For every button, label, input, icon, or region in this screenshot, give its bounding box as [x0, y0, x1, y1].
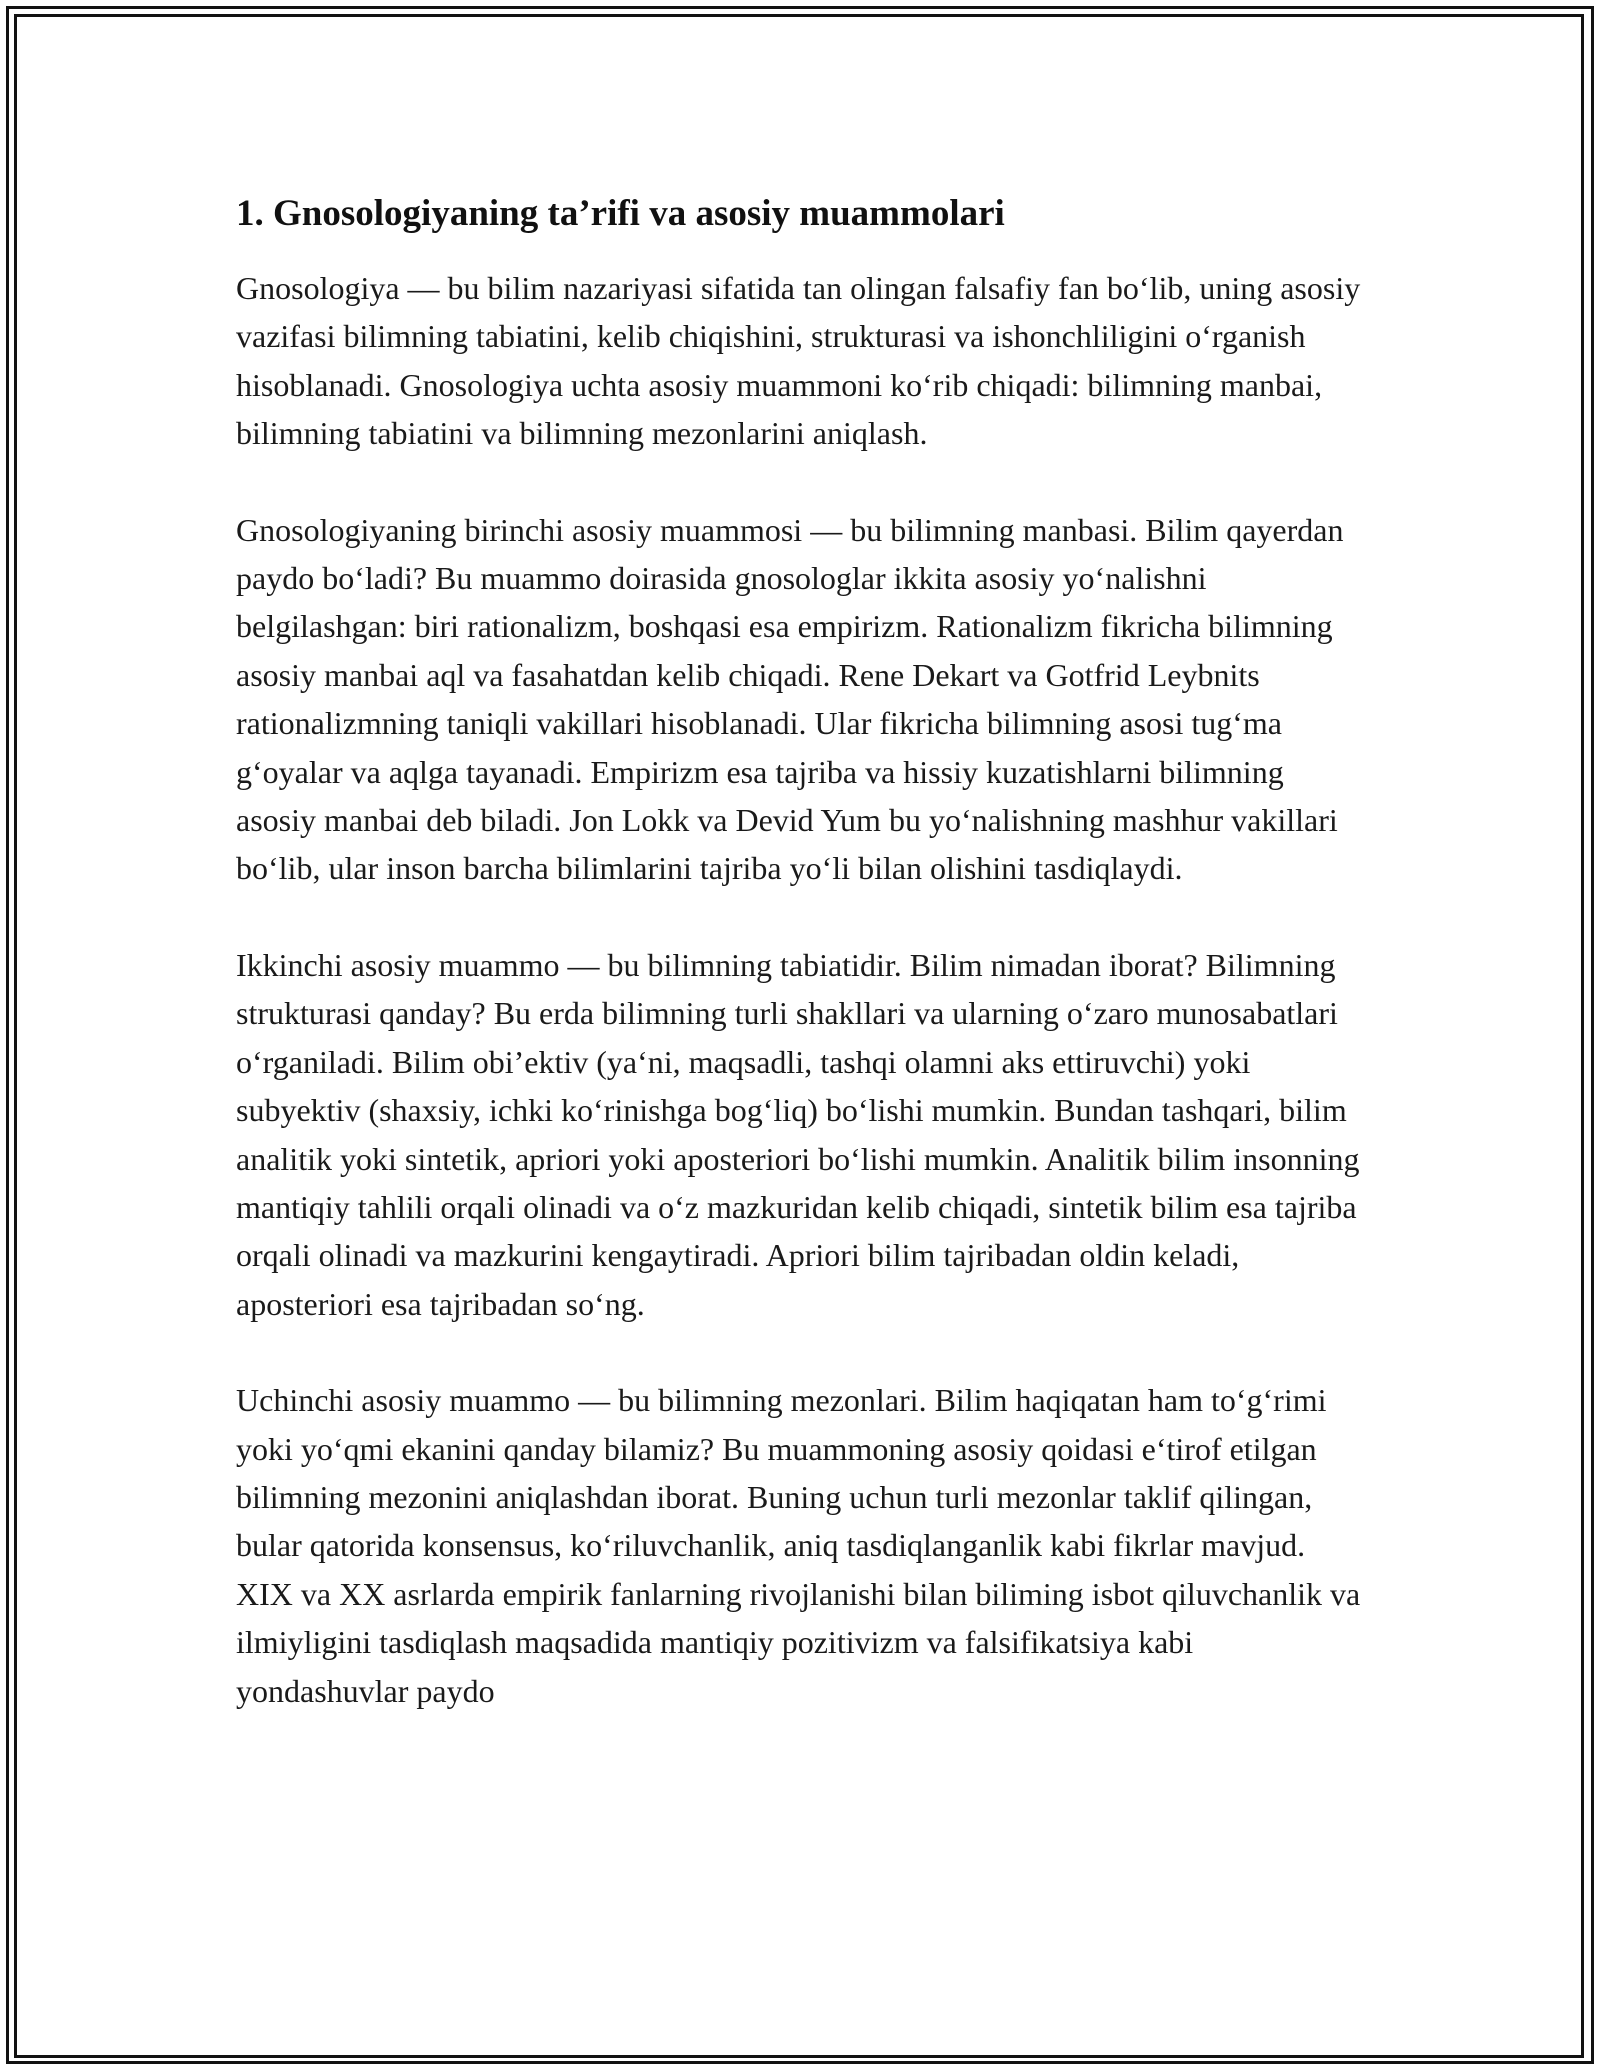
paragraph-criteria-of-knowledge: Uchinchi asosiy muammo — bu bilimning mezonlari. Bilim haqiqatan ham to‘g‘rimi yoki yo‘qmi ekanini qanday bilamiz? Bu muammoning asosiy qoidasi e‘tirof etilgan bilimning mezonini aniqlashdan iborat. Buning uchun turli mezonlar taklif qilingan, bular qatorida konsensus, ko‘riluvchanlik, aniq tasdiqlanganlik kabi fikrlar mavjud. XIX va XX asrlarda empirik fanlarning rivojlanishi bilan biliming isbot qiluvchanlik va ilmiyligini tasdiqlash maqsadida mantiqiy pozitivizm va falsifikatsiya kabi yondashuvlar paydo	[236, 1382, 1361, 1709]
section-heading: 1. Gnosologiyaning ta’rifi va asosiy muammolari	[236, 193, 1005, 234]
paragraph-definition: Gnosologiya — bu bilim nazariyasi sifatida tan olingan falsafiy fan bo‘lib, uning asosiy vazifasi bilimning tabiatini, kelib chiqishini, strukturasi va ishonchliligini o‘rganish hisoblanadi. Gnosologiya uchta asosiy muammoni ko‘rib chiqadi: bilimning manbai, bilimning tabiatini va bilimning mezonlarini aniqlash.	[236, 270, 1361, 452]
paragraph-nature-of-knowledge: Ikkinchi asosiy muammo — bu bilimning tabiatidir. Bilim nimadan iborat? Bilimning strukturasi qanday? Bu erda bilimning turli shakllari va ularning o‘zaro munosabatlari o‘rganiladi. Bilim obi’ektiv (ya‘ni, maqsadli, tashqi olamni aks ettiruvchi) yoki subyektiv (shaxsiy, ichki ko‘rinishga bog‘liq) bo‘lishi mumkin. Bundan tashqari, bilim analitik yoki sintetik, apriori yoki aposteriori bo‘lishi mumkin. Analitik bilim insonning mantiqiy tahlili orqali olinadi va o‘z mazkuridan kelib chiqadi, sintetik bilim esa tajriba orqali olinadi va mazkurini kengaytiradi. Apriori bilim tajribadan oldin keladi, aposteriori esa tajribadan so‘ng.	[236, 946, 1360, 1322]
document-body	[236, 186, 1366, 1763]
paragraph-source-of-knowledge: Gnosologiyaning birinchi asosiy muammosi — bu bilimning manbasi. Bilim qayerdan paydo bo‘ladi? Bu muammo doirasida gnosologlar ikkita asosiy yo‘nalishni belgilashgan: biri rationalizm, boshqasi esa empirizm. Rationalizm fikricha bilimning asosiy manbai aql va fasahatdan kelib chiqadi. Rene Dekart va Gotfrid Leybnits rationalizmning taniqli vakillari hisoblanadi. Ular fikricha bilimning asosi tug‘ma g‘oyalar va aqlga tayanadi. Empirizm esa tajriba va hissiy kuzatishlarni bilimning asosiy manbai deb biladi. Jon Lokk va Devid Yum bu yo‘nalishning mashhur vakillari bo‘lib, ular inson barcha bilimlarini tajriba yo‘li bilan olishini tasdiqlaydi.	[236, 511, 1344, 887]
